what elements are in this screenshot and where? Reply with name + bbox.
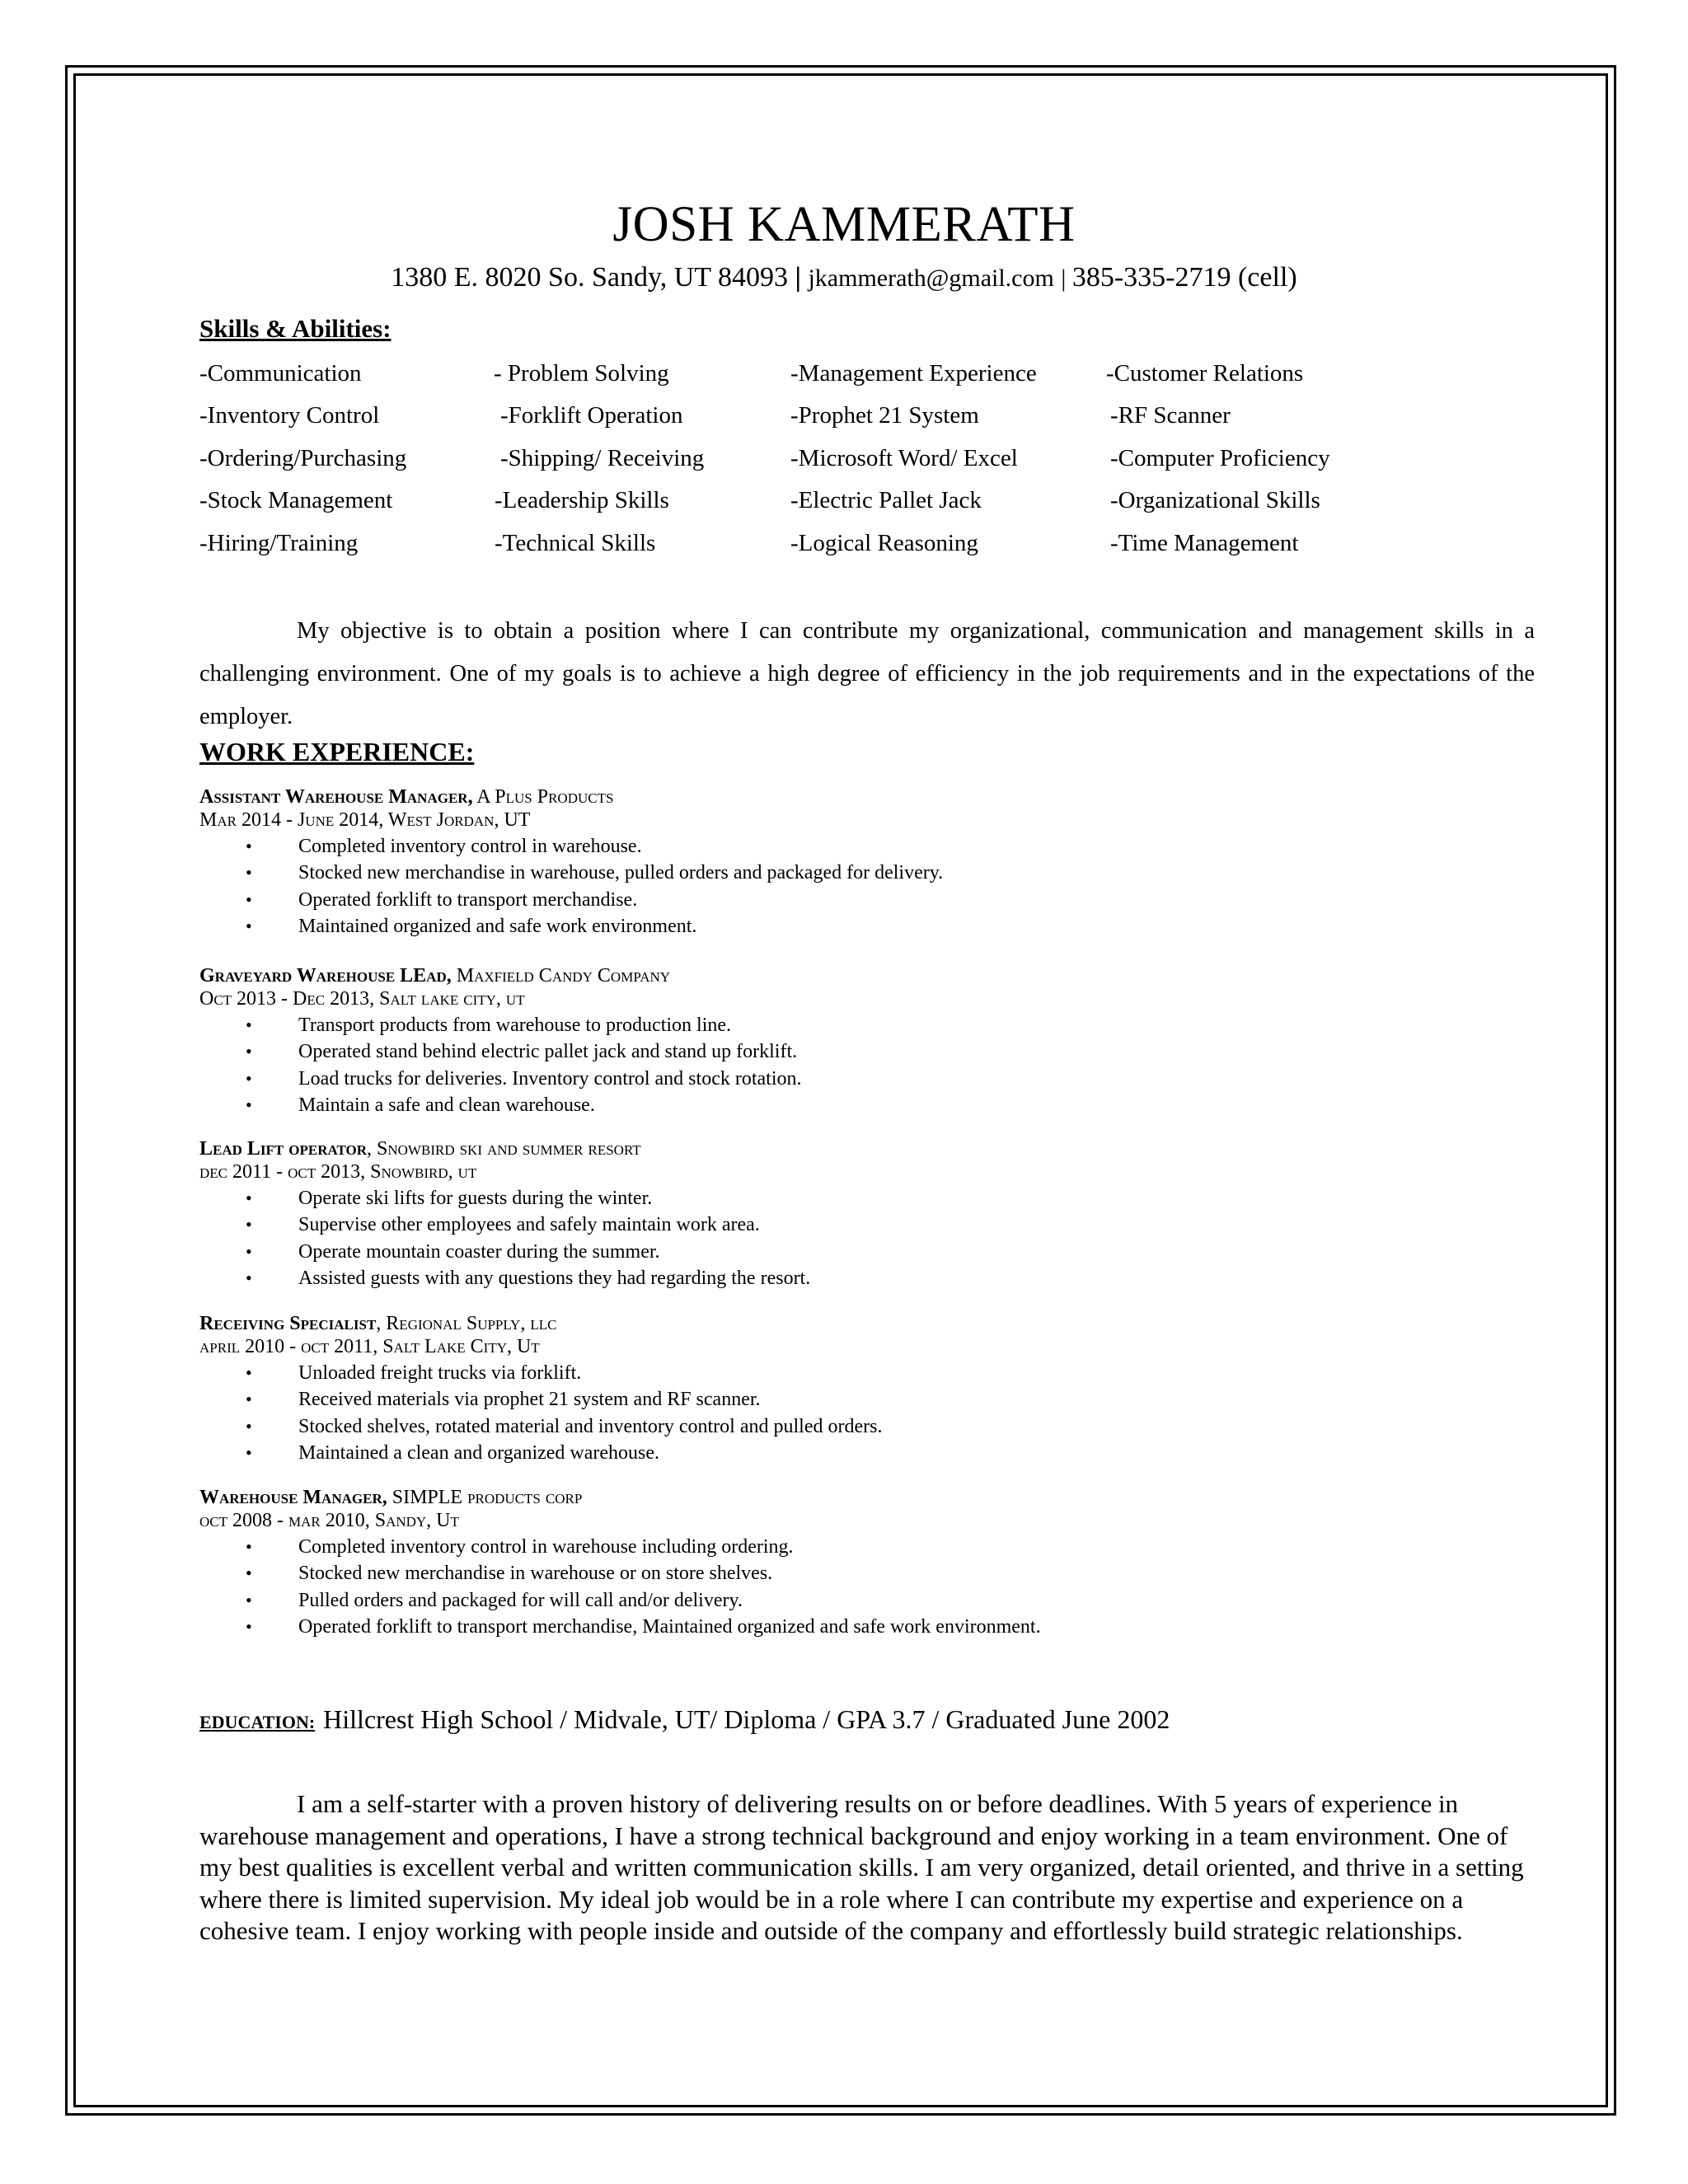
skill-item: -Stock Management <box>199 487 393 513</box>
job-dates: Mar 2014 - June 2014, West Jordan, UT <box>199 809 531 831</box>
skill-item: -Electric Pallet Jack <box>790 487 982 513</box>
job-bullet: • Pulled orders and packaged for will call and/or delivery. <box>199 1587 1436 1614</box>
job-title: Assistant Warehouse Manager, <box>199 786 473 808</box>
job-bullet: • Completed inventory control in warehouse including ordering. <box>199 1534 1436 1560</box>
job-company: Maxfield Candy Company <box>451 965 671 987</box>
job-entry <box>199 963 1436 1118</box>
skill-item: -Communication <box>199 360 362 387</box>
job-entry <box>199 1484 1436 1640</box>
email: jkammerath@gmail.com <box>808 265 1054 292</box>
skills-heading: Skills & Abilities: <box>199 314 392 343</box>
job-bullets <box>199 1185 1436 1291</box>
job-bullet: • Received materials via prophet 21 system and RF scanner. <box>199 1386 1436 1413</box>
job-bullet: • Completed inventory control in warehouse. <box>199 833 1436 860</box>
skill-item: -Forklift Operation <box>500 402 683 429</box>
education-line <box>199 1704 1170 1735</box>
education-text: Hillcrest High School / Midvale, UT/ Diploma / GPA 3.7 / Graduated June 2002 <box>323 1704 1170 1734</box>
job-bullet: • Assisted guests with any questions they had regarding the resort. <box>199 1265 1436 1291</box>
skill-item: -Ordering/Purchasing <box>199 445 407 471</box>
job-bullet: • Supervise other employees and safely maintain work area. <box>199 1212 1436 1238</box>
skill-item: -Organizational Skills <box>1110 487 1320 513</box>
job-company: SIMPLE products corp <box>387 1487 583 1508</box>
job-entry <box>199 1136 1436 1291</box>
job-bullet: • Maintained a clean and organized warehouse. <box>199 1440 1436 1466</box>
job-bullets <box>199 1012 1436 1118</box>
skill-item: -Computer Proficiency <box>1110 445 1330 471</box>
job-bullets <box>199 1534 1436 1640</box>
applicant-name: JOSH KAMMERATH <box>612 197 1076 252</box>
work-experience-heading: WORK EXPERIENCE: <box>199 737 475 766</box>
job-bullet: • Load trucks for deliveries. Inventory control and stock rotation. <box>199 1066 1436 1092</box>
skill-item: -Hiring/Training <box>199 530 359 556</box>
summary-text: I am a self-starter with a proven history of delivering results on or before deadlines. With 5 years of experience in warehouse management and operations, I have a strong technical background and enjoy working in a team environment. One of my best qualities is excellent verbal and written communication skills. I am very organized, detail oriented, and thrive in a setting where there is limited supervision. My ideal job would be in a role where I can contribute my expertise and experience on a cohesive team. I enjoy working with people inside and outside of the company and effortlessly build strategic relationships. <box>199 1789 1524 1945</box>
job-bullet: • Maintained organized and safe work environment. <box>199 913 1436 940</box>
job-dates: oct 2008 - mar 2010, Sandy, Ut <box>199 1510 459 1531</box>
job-dates: Oct 2013 - Dec 2013, Salt lake city, ut <box>199 988 525 1010</box>
skill-item: -Shipping/ Receiving <box>500 445 705 471</box>
job-bullet: • Operate ski lifts for guests during the winter. <box>199 1185 1436 1212</box>
job-company: , Snowbird ski and summer resort <box>367 1138 641 1160</box>
skill-item: -Time Management <box>1110 530 1299 556</box>
skill-item: -RF Scanner <box>1110 402 1231 429</box>
education-label: EDUCATION: <box>199 1712 316 1732</box>
skill-item: -Microsoft Word/ Excel <box>790 445 1018 471</box>
job-bullet: • Operated stand behind electric pallet jack and stand up forklift. <box>199 1038 1436 1065</box>
job-title: Lead Lift operator <box>199 1138 368 1160</box>
skill-item: -Logical Reasoning <box>790 530 978 556</box>
job-bullet: • Stocked new merchandise in warehouse, pulled orders and packaged for delivery. <box>199 860 1436 886</box>
job-bullet: • Transport products from warehouse to production line. <box>199 1012 1436 1038</box>
skill-item: -Management Experience <box>790 360 1037 387</box>
skill-item: -Inventory Control <box>199 402 380 429</box>
skill-item: -Customer Relations <box>1106 360 1304 387</box>
job-dates: dec 2011 - oct 2013, Snowbird, ut <box>199 1161 477 1183</box>
job-bullet: • Stocked new merchandise in warehouse or on store shelves. <box>199 1560 1436 1586</box>
job-entry <box>199 784 1436 940</box>
phone: 385-335-2719 (cell) <box>1071 262 1297 293</box>
summary-paragraph <box>199 1788 1535 1947</box>
job-bullet: • Stocked shelves, rotated material and inventory control and pulled orders. <box>199 1413 1436 1440</box>
job-entry <box>199 1310 1436 1466</box>
skill-item: -Technical Skills <box>495 530 656 556</box>
job-title: Receiving Specialist <box>199 1313 377 1334</box>
address: 1380 E. 8020 So. Sandy, UT 84093 <box>391 262 788 293</box>
job-bullets <box>199 1360 1436 1466</box>
job-dates: april 2010 - oct 2011, Salt Lake City, Ut <box>199 1336 540 1357</box>
job-title: Graveyard Warehouse LEad, <box>199 965 452 987</box>
job-bullet: • Operated forklift to transport merchandise. <box>199 887 1436 913</box>
job-company: A Plus Products <box>472 786 614 808</box>
skill-item: -Prophet 21 System <box>790 402 979 429</box>
skill-item: -Leadership Skills <box>495 487 669 513</box>
job-company: , Regional Supply, llc <box>376 1313 557 1334</box>
job-bullet: • Maintain a safe and clean warehouse. <box>199 1092 1436 1118</box>
objective-paragraph <box>199 610 1535 738</box>
skill-item: - Problem Solving <box>494 360 669 387</box>
job-bullets <box>199 833 1436 940</box>
objective-text: My objective is to obtain a position where I can contribute my organizational, communication and management skills in a challenging environment. One of my goals is to achieve a high degree of efficiency in the job requirements and in the expectations of the employer. <box>199 618 1535 729</box>
job-bullet: • Unloaded freight trucks via forklift. <box>199 1360 1436 1386</box>
job-bullet: • Operate mountain coaster during the summer. <box>199 1239 1436 1265</box>
contact-line: 1380 E. 8020 So. Sandy, UT 84093 | jkammerath@gmail.com | 385-335-2719 (cell) <box>391 262 1297 293</box>
job-title: Warehouse Manager, <box>199 1487 387 1508</box>
job-bullet: • Operated forklift to transport merchandise, Maintained organized and safe work environment. <box>199 1614 1436 1640</box>
